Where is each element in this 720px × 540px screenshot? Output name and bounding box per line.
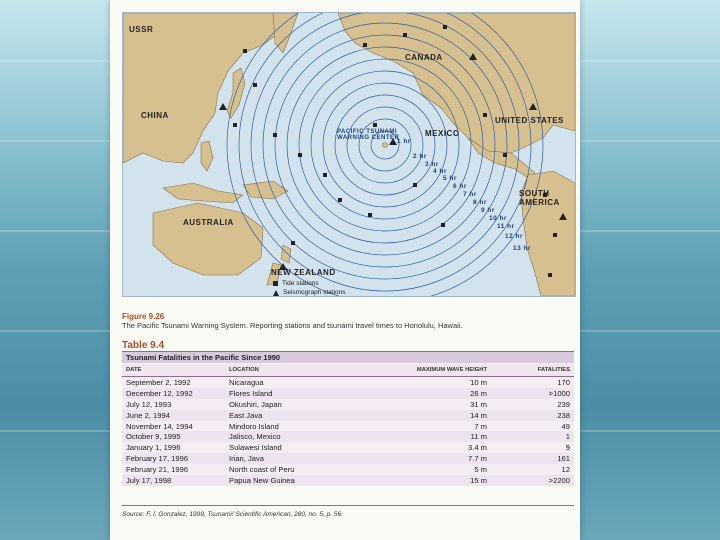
tide-station-marker [548, 273, 552, 277]
tide-station-marker [503, 153, 507, 157]
cell-wave-height: 15 m [373, 475, 517, 486]
cell-date: October 9, 1995 [122, 431, 225, 442]
cell-location: Jalisco, Mexico [225, 431, 373, 442]
travel-time-label: 11 hr [497, 223, 515, 230]
map-label-ussr: USSR [129, 25, 154, 34]
header-date: DATE [122, 364, 225, 377]
map-graphic [123, 13, 575, 296]
map-label-united-states: UNITED STATES [495, 116, 564, 125]
cell-fatalities: >1000 [517, 388, 574, 399]
figure-caption: The Pacific Tsunami Warning System. Reporting stations and tsunami travel times to Honolulu, Hawaii. [122, 321, 463, 330]
cell-fatalities: >2200 [517, 475, 574, 486]
tide-station-marker [443, 25, 447, 29]
table-bottom-rule [122, 505, 574, 506]
table-title: Tsunami Fatalities in the Pacific Since 1990 [122, 351, 574, 363]
map-label-ptwc: PACIFIC TSUNAMI WARNING CENTER [337, 129, 400, 141]
map-label-canada: CANADA [405, 53, 443, 62]
legend-tide-label: Tide stations [282, 280, 319, 287]
tide-station-marker [553, 233, 557, 237]
cell-wave-height: 5 m [373, 464, 517, 475]
travel-time-label: 2 hr [413, 153, 427, 160]
cell-wave-height: 3.4 m [373, 442, 517, 453]
square-icon [273, 281, 278, 286]
tide-station-marker [441, 223, 445, 227]
table-row [122, 453, 574, 464]
asia-landmass [123, 13, 281, 163]
cell-fatalities: 12 [517, 464, 574, 475]
tide-station-marker [291, 241, 295, 245]
travel-time-label: 12 hr [505, 233, 524, 240]
cell-location: Nicaragua [225, 377, 373, 388]
cell-date: February 17, 1996 [122, 453, 225, 464]
travel-time-label: 8 hr [473, 199, 487, 206]
map-label-australia: AUSTRALIA [183, 218, 234, 227]
tide-station-marker [373, 123, 377, 127]
tide-station-marker [233, 123, 237, 127]
cell-date: June 2, 1994 [122, 410, 225, 421]
australia [153, 203, 263, 275]
new-zealand-isle [281, 245, 291, 263]
textbook-page [110, 0, 580, 540]
cell-location: Okushiri, Japan [225, 399, 373, 410]
tide-station-marker [338, 198, 342, 202]
map-label-south-america: SOUTH AMERICA [519, 189, 560, 207]
cell-location: Sulawesi Island [225, 442, 373, 453]
cell-fatalities: 239 [517, 399, 574, 410]
cell-date: July 12, 1993 [122, 399, 225, 410]
table-label: Table 9.4 [122, 340, 165, 351]
figure-label: Figure 9.26 [122, 312, 165, 321]
travel-time-label: 5 hr [443, 175, 457, 182]
header-location: LOCATION [225, 364, 373, 377]
cell-date: February 21, 1996 [122, 464, 225, 475]
legend-tide [273, 279, 346, 288]
table-row [122, 421, 574, 432]
tide-station-marker [323, 173, 327, 177]
cell-wave-height: 31 m [373, 399, 517, 410]
header-fatalities: FATALITIES [517, 364, 574, 377]
travel-time-label: 7 hr [463, 191, 477, 198]
tide-station-marker [253, 83, 257, 87]
cell-date: September 2, 1992 [122, 377, 225, 388]
tide-station-marker [243, 49, 247, 53]
tide-station-marker [483, 113, 487, 117]
travel-time-label: 6 hr [453, 183, 467, 190]
pacific-map [122, 12, 576, 297]
cell-location: Flores Island [225, 388, 373, 399]
table-row [122, 475, 574, 486]
cell-wave-height: 7.7 m [373, 453, 517, 464]
cell-fatalities: 1 [517, 431, 574, 442]
header-wave-height: MAXIMUM WAVE HEIGHT [373, 364, 517, 377]
travel-time-label: 9 hr [481, 207, 495, 214]
tide-station-marker [273, 133, 277, 137]
table-row [122, 410, 574, 421]
fatalities-table [122, 364, 574, 486]
travel-time-label: 4 hr [433, 168, 447, 175]
tide-station-marker [368, 213, 372, 217]
map-label-mexico: MEXICO [425, 129, 460, 138]
map-label-china: CHINA [141, 111, 169, 120]
cell-date: December 12, 1992 [122, 388, 225, 399]
travel-time-label: 13 hr [513, 245, 532, 252]
legend-seismo [273, 288, 346, 297]
cell-date: November 14, 1994 [122, 421, 225, 432]
cell-wave-height: 11 m [373, 431, 517, 442]
hawaii [383, 143, 388, 148]
table-source: Source: F. I. Gonzalez, 1999, Tsunami! Scientific American, 280, no. 5, p. 56. [122, 511, 343, 518]
tide-station-marker [403, 33, 407, 37]
tide-station-marker [413, 183, 417, 187]
cell-wave-height: 26 m [373, 388, 517, 399]
indonesia [163, 183, 243, 203]
map-label-new-zealand: NEW ZEALAND [271, 268, 336, 277]
legend-seismo-label: Seismograph stations [283, 289, 346, 296]
cell-location: Irian, Java [225, 453, 373, 464]
map-legend [273, 279, 346, 297]
cell-location: East Java [225, 410, 373, 421]
new-guinea [243, 181, 288, 199]
travel-time-label: 10 hr [489, 215, 508, 222]
travel-time-label: 3 hr [425, 161, 439, 168]
table-row [122, 377, 574, 388]
cell-fatalities: 170 [517, 377, 574, 388]
travel-time-label: 1 hr [397, 138, 411, 145]
cell-location: Mindoro Island [225, 421, 373, 432]
table-row [122, 399, 574, 410]
seismograph-station-marker [219, 103, 227, 110]
triangle-icon [273, 290, 279, 296]
cell-fatalities: 238 [517, 410, 574, 421]
table-row [122, 442, 574, 453]
cell-location: North coast of Peru [225, 464, 373, 475]
tide-station-marker [363, 43, 367, 47]
cell-fatalities: 161 [517, 453, 574, 464]
cell-wave-height: 7 m [373, 421, 517, 432]
table-row [122, 431, 574, 442]
philippines [201, 141, 213, 171]
table-header-row [122, 364, 574, 377]
cell-wave-height: 14 m [373, 410, 517, 421]
cell-fatalities: 49 [517, 421, 574, 432]
cell-wave-height: 10 m [373, 377, 517, 388]
table-row [122, 388, 574, 399]
cell-date: July 17, 1998 [122, 475, 225, 486]
cell-fatalities: 9 [517, 442, 574, 453]
cell-date: January 1, 1996 [122, 442, 225, 453]
table-row [122, 464, 574, 475]
cell-location: Papua New Guinea [225, 475, 373, 486]
tide-station-marker [298, 153, 302, 157]
